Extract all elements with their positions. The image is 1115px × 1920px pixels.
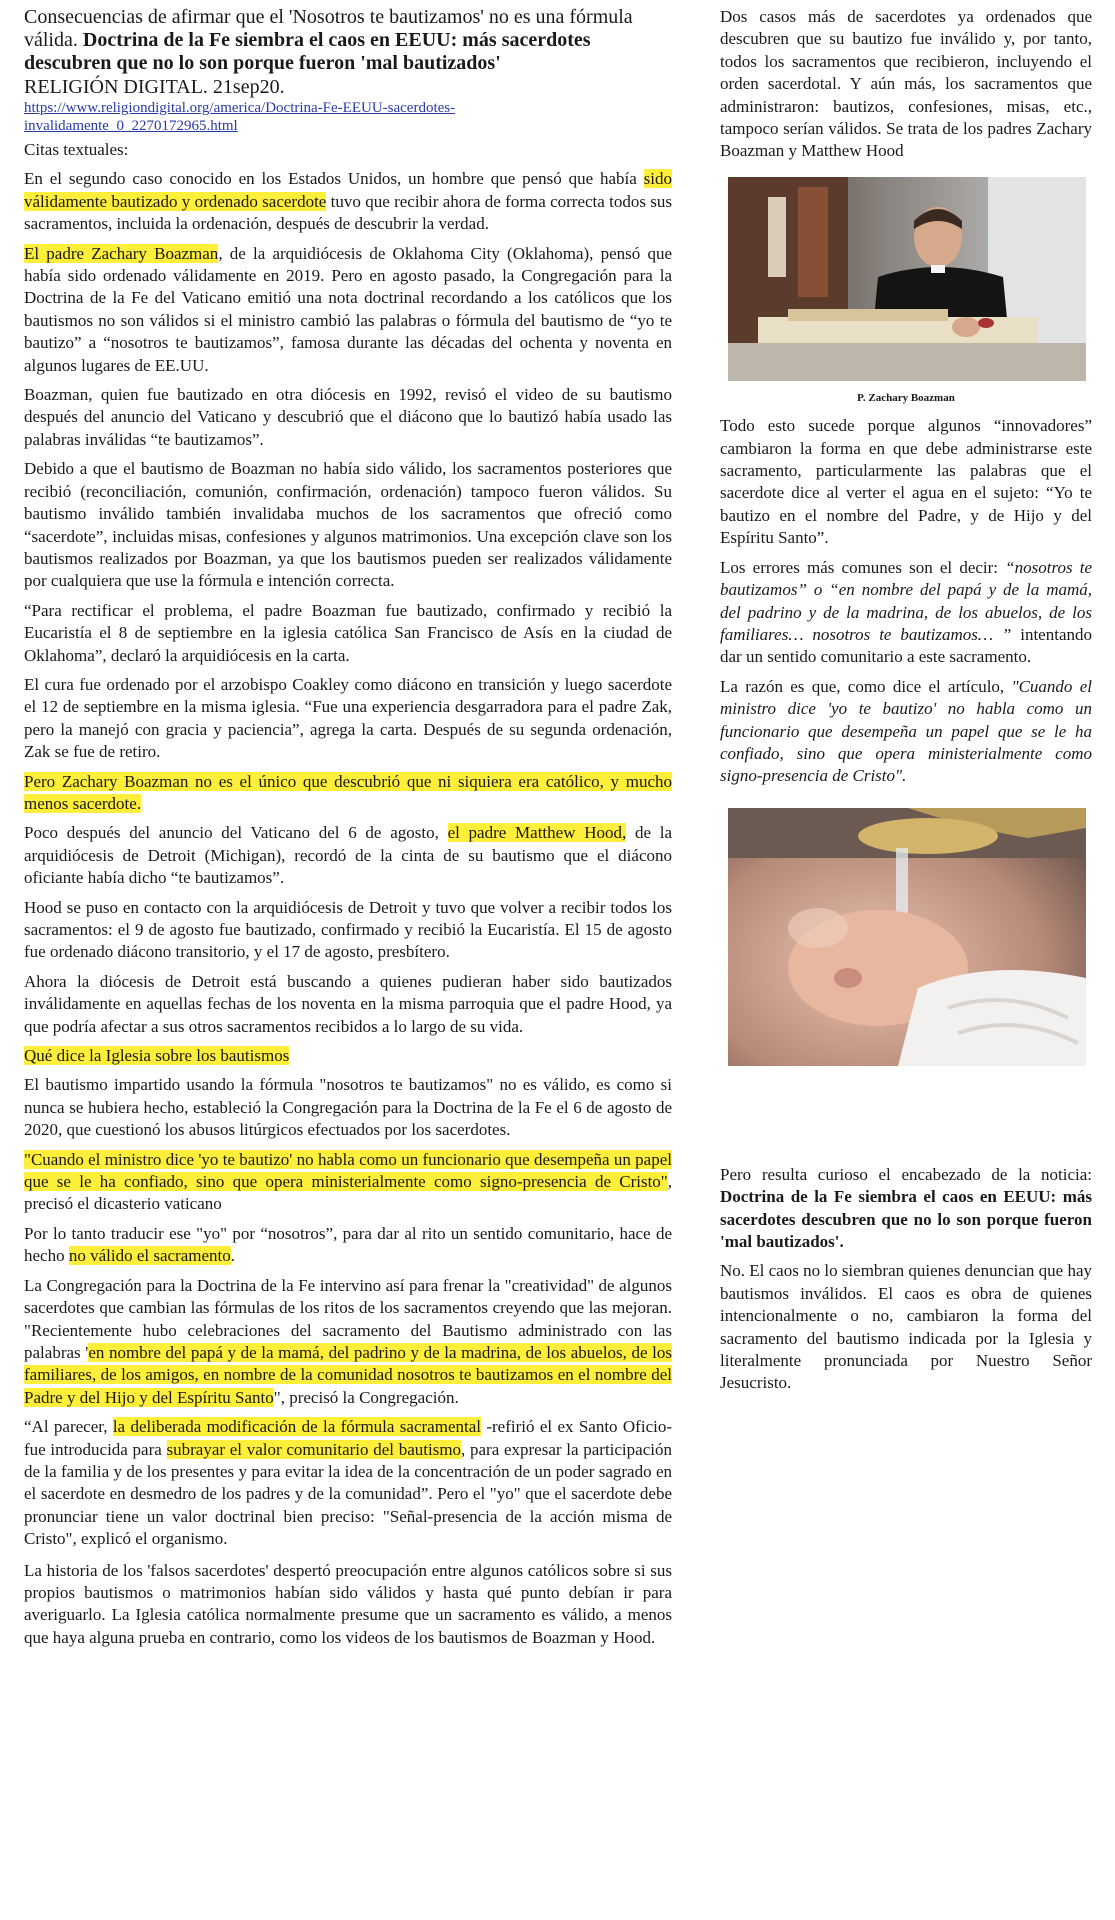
p1-text: En el segundo caso conocido en los Estados Unidos, un hombre que pensó que había xyxy=(24,169,644,189)
photo-zachary-boazman xyxy=(728,177,1086,381)
r4-italic: "Cuando el ministro dice 'yo te bautizo' no habla como un funcionario que desempeña un papel que se le ha confiado, sino que opera ministerialmente como signo-presencia de Cristo". xyxy=(720,676,1092,786)
p8-highlight: el padre Matthew Hood, xyxy=(447,823,627,843)
source-link[interactable] xyxy=(24,99,672,135)
paragraph-12 xyxy=(24,1149,672,1216)
p7-highlight: Pero Zachary Boazman no es el único que descubrió que ni siquiera era católico, y mucho menos sacerdote. xyxy=(24,771,672,813)
paragraph-5: “Para rectificar el problema, el padre Boazman fue bautizado, confirmado y recibió la Eucaristía el 8 de septiembre en la iglesia católica San Francisco de Asís en la ciudad de Oklahoma”, declaró la arquidiócesis en la carta. xyxy=(24,600,672,665)
p1-highlight: sido válidamente bautizado y ordenado sacerdote xyxy=(24,169,672,211)
p8-text-end: de la arquidiócesis de Detroit (Michigan), recordó de la cinta de su bautismo que el diácono oficiante había dicho “te bautizamos”. xyxy=(24,823,672,888)
right-paragraph-6: No. El caos no lo siembran quienes denuncian que hay bautismos inválidos. El caos es obra de quienes intencionalmente o no, cambiaron la forma del sacramento del bautismo indicada por la Iglesia y literalmente pronunciada por Nuestro Señor Jesucristo. xyxy=(720,1261,1093,1393)
p15-highlight-2: subrayar el valor comunitario del bautismo xyxy=(166,1439,462,1459)
source-url-line1: https://www.religiondigital.org/america/Doctrina-Fe-EEUU-sacerdotes- xyxy=(24,100,456,116)
citas-label: Citas textuales: xyxy=(24,140,129,159)
paragraph-9: Hood se puso en contacto con la arquidiócesis de Detroit y tuvo que volver a recibir todos los sacramentos: el 9 de agosto fue bautizado, confirmado y recibió la Eucaristía. El 15 de agosto fue ordenado diácono transitorio, y el 17 de agosto, presbítero. xyxy=(24,897,672,962)
r4-text: La razón es que, como dice el artículo, xyxy=(720,676,1012,696)
p15-text-mid: -refirió el ex Santo Oficio- fue introducida para xyxy=(24,1417,672,1459)
p13-highlight: no válido el sacramento xyxy=(68,1246,231,1266)
article-header xyxy=(24,6,672,75)
paragraph-10: Ahora la diócesis de Detroit está buscando a quienes pudieran haber sido bautizados inválidamente en aquellas fechas de los noventa en la misma parroquia que el padre Hood, ya que podría afectar a sus otros sacramentos recibidos a lo largo de su vida. xyxy=(24,971,672,1036)
paragraph-4: Debido a que el bautismo de Boazman no había sido válido, los sacramentos posteriores que recibió (reconciliación, comunión, confirmación, ordenación) tampoco fueron válidos. Su bautismo inválido también invalidaba muchos de los sacramentos que ofreció como “sacerdote”, incluidas misas, confesiones y algunos matrimonios. Una excepción clave son los bautismos realizados por Boazman, ya que los bautismos pueden ser realizados válidamente por cualquiera que use la fórmula e intención correcta. xyxy=(24,459,672,591)
p13-text-end: . xyxy=(230,1246,236,1266)
paragraph-6: El cura fue ordenado por el arzobispo Coakley como diácono en transición y luego sacerdote el 12 de septiembre en la misma iglesia. “Fue una experiencia desgarradora para el padre Zak, pero la manejó con gracia y paciencia”, agrega la carta. Después de su segunda ordenación, Zak se fue de retiro. xyxy=(24,674,672,762)
subhead-highlight: Qué dice la Iglesia sobre los bautismos xyxy=(24,1046,290,1066)
left-column xyxy=(24,0,672,1649)
r5-text: Pero resulta curioso el encabezado de la noticia: xyxy=(720,1164,1092,1184)
paragraph-15 xyxy=(24,1416,672,1550)
p8-text: Poco después del anuncio del Vaticano del 6 de agosto, xyxy=(24,823,448,843)
r3-text: Los errores más comunes son el decir: xyxy=(720,557,1006,577)
baptism-photo xyxy=(728,808,1086,1066)
p15-highlight-1: la deliberada modificación de la fórmula sacramental xyxy=(112,1417,481,1437)
p12-highlight: "Cuando el ministro dice 'yo te bautizo' no habla como un funcionario que desempeña un papel que se le ha confiado, sino que opera ministerialmente como signo-presencia de Cristo" xyxy=(24,1149,672,1192)
paragraph-3: Boazman, quien fue bautizado en otra diócesis en 1992, revisó el video de su bautismo después del anuncio del Vaticano y descubrió que el diácono que lo bautizó había usado las palabras inválidas “te bautizamos”. xyxy=(24,385,672,449)
section-subhead xyxy=(24,1045,672,1067)
p12-text: , precisó el dicasterio vaticano xyxy=(24,1172,672,1214)
header-intro: Consecuencias de afirmar que el 'Nosotros te bautizamos' no es una fórmula válida. xyxy=(24,6,633,51)
paragraph-1 xyxy=(24,168,672,235)
p1-text-end: tuvo que recibir ahora de forma correcta todos sus sacramentos, incluida la ordenación, después de descubrir la verdad. xyxy=(24,191,672,234)
right-paragraph-1: Dos casos más de sacerdotes ya ordenados que descubren que su bautizo fue inválido y, por tanto, todos los sacramentos que recibieron, incluyendo el orden sacerdotal. Y aún más, los sacramentos que administraron: bautizos, confesiones, misas, etc., tampoco serían válidos. Se trata de los padres Zachary Boazman y Matthew Hood xyxy=(720,7,1092,161)
photo-baptism xyxy=(728,808,1086,1066)
priest-photo xyxy=(728,177,1086,381)
r5-bold: Doctrina de la Fe siembra el caos en EEUU: más sacerdotes descubren que no lo son porque fueron 'mal bautizados'. xyxy=(720,1187,1092,1251)
right-paragraph-5 xyxy=(720,1164,1092,1254)
p2-highlight: El padre Zachary Boazman xyxy=(24,243,219,263)
r3-text-end: intentando dar un sentido comunitario a este sacramento. xyxy=(720,624,1093,667)
p14-text-end: ", precisó la Congregación. xyxy=(273,1387,459,1407)
p2-text: , de la arquidiócesis de Oklahoma City (Oklahoma), pensó que había sido ordenado válidamente en 2019. Pero en agosto pasado, la Congregación para la Doctrina de la Fe del Vaticano emitió una nota doctrinal recordando a los católicos que los bautismos no son válidos si el ministro cambió las palabras o fórmula del bautismo de “yo te bautizo” a “nosotros te bautizamos”, famosa durante las décadas del ochenta y noventa en algunos lugares de EE.UU. xyxy=(24,243,672,375)
paragraph-8 xyxy=(24,822,672,889)
photo-caption: P. Zachary Boazman xyxy=(857,391,955,404)
paragraph-2 xyxy=(24,243,672,377)
p14-text: La Congregación para la Doctrina de la Fe intervino así para frenar la "creatividad" de algunos sacerdotes que cambian las fórmulas de los ritos de los sacramentos creyendo que las mejoran. "Recientemente hubo celebraciones del sacramento del Bautismo administrado con las palabras ' xyxy=(24,1275,672,1362)
source-line: RELIGIÓN DIGITAL. 21sep20. xyxy=(24,76,285,98)
p14-highlight: en nombre del papá y de la mamá, del padrino y de la madrina, de los abuelos, de los familiares, de los amigos, en nombre de la comunidad nosotros te bautizamos en el nombre del Padre y del Hijo y del Espíritu Santo xyxy=(24,1342,672,1407)
p15-text-end: , para expresar la participación de la familia y de los presentes y para evitar la idea de la concentración de un poder sagrado en el sacerdote en desmedro de los padres y de la comunidad”. Pero el "yo" que el sacerdote debe pronunciar tiene un valor doctrinal bien preciso: "Señal-presencia de la acción misma de Cristo", explicó el organismo. xyxy=(24,1439,672,1549)
right-paragraph-4 xyxy=(720,676,1092,788)
paragraph-14 xyxy=(24,1275,672,1409)
source-url-line2: invalidamente_0_2270172965.html xyxy=(24,118,238,134)
paragraph-16: La historia de los 'falsos sacerdotes' despertó preocupación entre algunos católicos sobre si sus propios bautismos o matrimonios habían sido válidos y hasta qué punto debían ir para averiguarlo. La Iglesia católica normalmente presume que un sacramento es válido, a menos que haya alguna prueba en contrario, como los videos de los bautismos de Boazman y Hood. xyxy=(24,1560,672,1647)
paragraph-11: El bautismo impartido usando la fórmula "nosotros te bautizamos" no es válido, es como si nunca se hubiera hecho, estableció la Congregación para la Doctrina de la Fe el 6 de agosto de 2020, que cuestionó los abusos litúrgicos efectuados por los sacerdotes. xyxy=(24,1075,672,1140)
p13-text: Por lo tanto traducir ese "yo" por “nosotros”, para dar al rito un sentido comunitario, hace de hecho xyxy=(24,1223,672,1266)
headline: Doctrina de la Fe siembra el caos en EEUU: más sacerdotes descubren que no lo son porque fueron 'mal bautizados' xyxy=(24,29,591,74)
r3-italic: “nosotros te bautizamos” o “en nombre del papá y de la mamá, del padrino y de la madrina, de los abuelos, de los familiares… nosotros te bautizamos… ” xyxy=(720,557,1092,644)
right-column xyxy=(720,0,1092,1395)
right-paragraph-2: Todo esto sucede porque algunos “innovadores” cambiaron la forma en que debe administrarse este sacramento, particularmente las palabras que el sacerdote dice al verter el agua en el sujeto: “Yo te bautizo en el nombre del Padre, y de Hijo y del Espíritu Santo”. xyxy=(720,416,1092,548)
paragraph-13 xyxy=(24,1223,672,1268)
paragraph-7 xyxy=(24,771,672,816)
right-paragraph-3 xyxy=(720,557,1092,669)
p15-text: “Al parecer, xyxy=(24,1417,113,1437)
